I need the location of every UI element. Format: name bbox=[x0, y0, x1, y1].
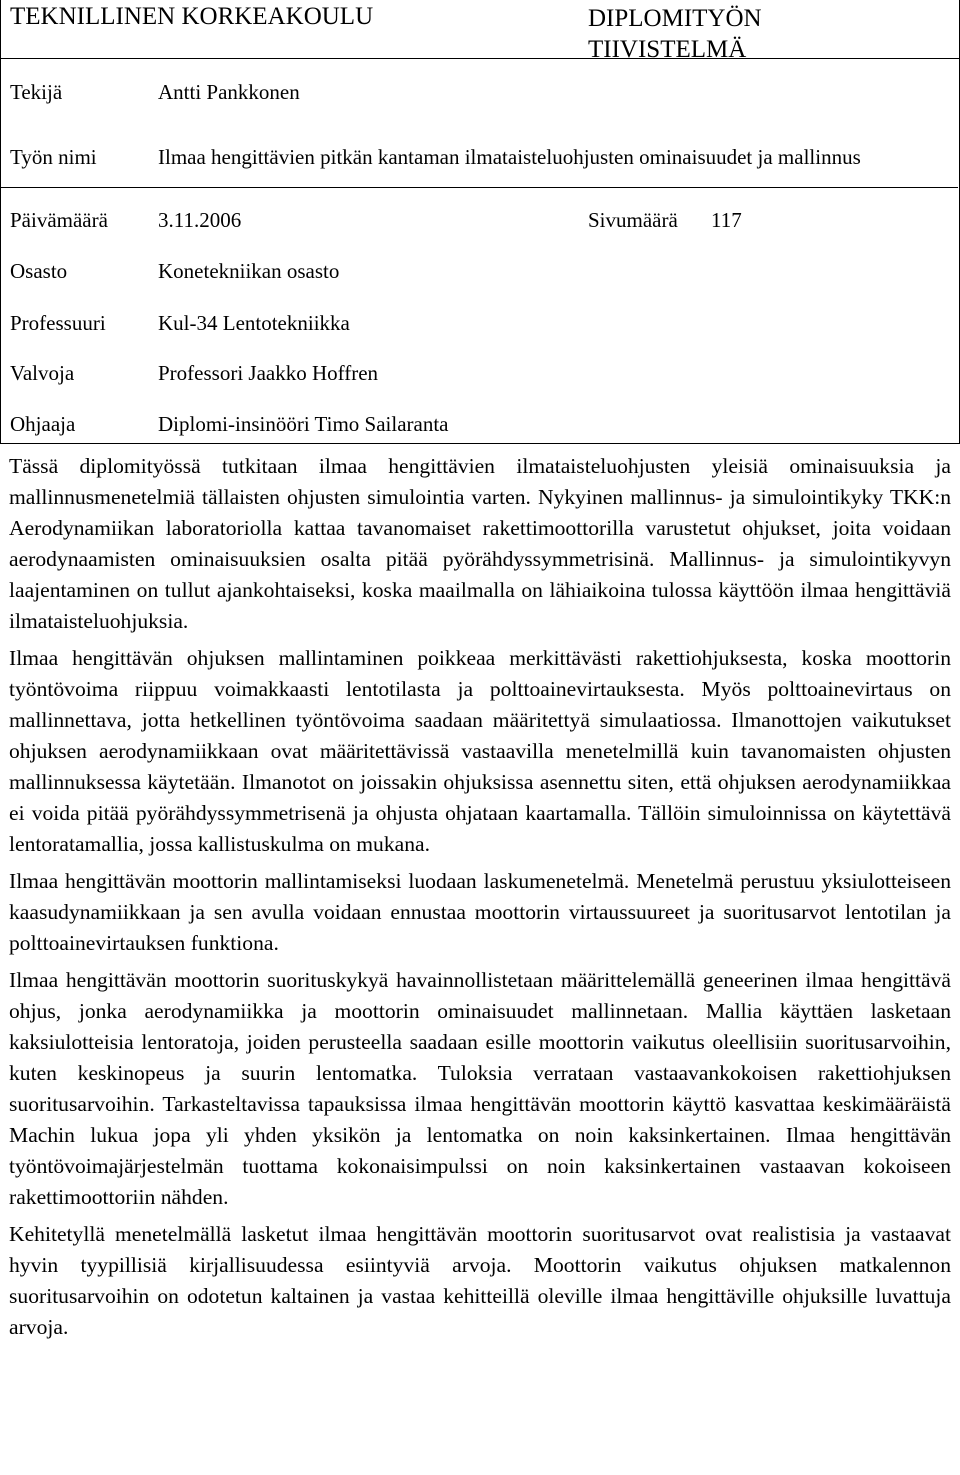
department-value: Konetekniikan osasto bbox=[158, 259, 340, 283]
date-label: Päivämäärä bbox=[10, 208, 108, 232]
abstract-body bbox=[9, 451, 951, 1349]
professorship-label: Professuuri bbox=[10, 311, 106, 335]
document-type-line2: TIIVISTELMÄ bbox=[588, 36, 747, 63]
title-label: Työn nimi bbox=[10, 145, 97, 169]
instructor-label: Ohjaaja bbox=[10, 412, 76, 436]
meta-box bbox=[0, 58, 960, 444]
date-value: 3.11.2006 bbox=[158, 208, 242, 232]
pages-value: 117 bbox=[711, 208, 742, 232]
abstract-paragraph: Kehitetyllä menetelmällä lasketut ilmaa hengittävän moottorin suoritusarvot ovat realistisia ja vastaavat hyvin tyypillisiä kirjallisuudessa esiintyviä arvoja. Moottorin vaikutus ohjuksen matkalennon suoritusarvoihin on odotetun kaltainen ja vastaa kehitteillä oleville ilmaa hengittäville ohjuksille luvattuja arvoja. bbox=[9, 1222, 951, 1339]
supervisor-label: Valvoja bbox=[10, 361, 75, 385]
abstract-paragraph: Tässä diplomityössä tutkitaan ilmaa hengittävien ilmataisteluohjusten yleisiä ominaisuuksia ja mallinnusmenetelmiä tällaisten ohjusten simulointia varten. Nykyinen mallinnus- ja simulointikyky TKK:n Aerodynamiikan laboratoriolla kattaa tavanomaiset rakettimoottorilla varustetut ohjukset, joita voidaan aerodynaamisten ominaisuuksien osalta pitää pyörähdyssymmetrisinä. Mallinnus- ja simulointikyvyn laajentaminen on tullut ajankohtaiseksi, koska maailmalla on lähiaikoina tulossa käyttöön ilmaa hengittäviä ilmataisteluohjuksia. bbox=[9, 454, 951, 633]
abstract-paragraph: Ilmaa hengittävän moottorin mallintamiseksi luodaan laskumenetelmä. Menetelmä perustuu yksiulotteiseen kaasudynamiikkaan ja sen avulla voidaan ennustaa moottorin virtaussuureet ja suoritusarvot lentotilan ja polttoainevirtauksen funktiona. bbox=[9, 869, 951, 955]
department-label: Osasto bbox=[10, 259, 68, 283]
pages-label: Sivumäärä bbox=[588, 208, 678, 232]
document-type bbox=[588, 3, 762, 65]
professorship-value: Kul-34 Lentotekniikka bbox=[158, 311, 350, 335]
abstract-paragraph: Ilmaa hengittävän ohjuksen mallintaminen poikkeaa merkittävästi rakettiohjuksesta, koska moottorin työntövoima riippuu voimakkaasti lentotilasta ja polttoainevirtauksesta. Myös polttoainevirtaus on mallinnettava, jotta hetkellinen työntövoima saadaan määritettyä simulaatiossa. Ilmanottojen vaikutukset ohjuksen aerodynamiikkaan ovat määritettävissä vastaavilla menetelmillä kuin tavanomaisten ohjusten mallinnuksessa käytetään. Ilmanotot on joissakin ohjuksissa asennettu siten, että ohjuksen aerodynamiikkaa ei voida pitää pyörähdyssymmetrisenä ja ohjusta ohjataan kaartamalla. Tällöin simuloinnissa on käytettävä lentoratamallia, jossa kallistuskulma on mukana. bbox=[9, 646, 951, 856]
author-label: Tekijä bbox=[10, 80, 63, 104]
title-value: Ilmaa hengittävien pitkän kantaman ilmataisteluohjusten ominaisuudet ja mallinnus bbox=[158, 145, 861, 169]
instructor-value: Diplomi-insinööri Timo Sailaranta bbox=[158, 412, 449, 436]
date-row-border bbox=[0, 187, 958, 188]
author-value: Antti Pankkonen bbox=[158, 80, 300, 104]
institution-name: TEKNILLINEN KORKEAKOULU bbox=[10, 3, 374, 30]
supervisor-value: Professori Jaakko Hoffren bbox=[158, 361, 379, 385]
abstract-paragraph: Ilmaa hengittävän moottorin suorituskykyä havainnollistetaan määrittelemällä geneerinen ilmaa hengittävä ohjus, jonka aerodynamiikka ja moottorin ominaisuudet mallinnetaan. Mallia käyttäen lasketaan kaksiulotteisia lentoratoja, joiden perusteella saadaan esille moottorin vaikutus oleellisiin suoritusarvoihin, kuten keskinopeus ja suurin lentomatka. Tuloksia verrataan vastaavankokoisen rakettiohjuksen suoritusarvoihin. Tarkasteltavissa tapauksissa ilmaa hengittävän moottorin käyttö kasvattaa keskimääräistä Machin lukua jopa yli yhden yksikön ja lentomatka on noin kaksinkertainen. Ilmaa hengittävän työntövoimajärjestelmän tuottama kokonaisimpulssi on noin kaksinkertainen vastaavan kokoiseen rakettimoottoriin nähden. bbox=[9, 968, 951, 1209]
document-type-line1: DIPLOMITYÖN bbox=[588, 5, 762, 32]
